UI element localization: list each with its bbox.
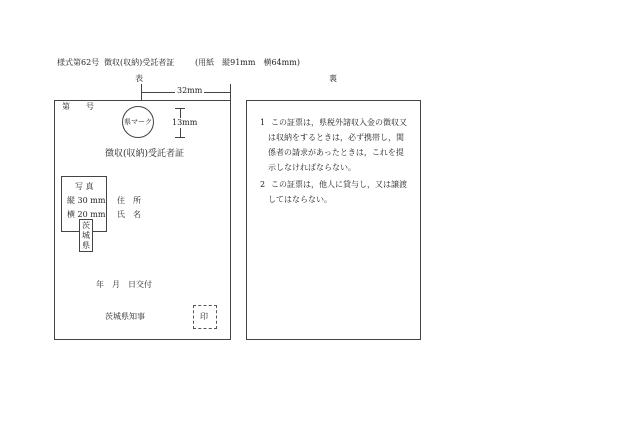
address-label: 住 所	[117, 196, 141, 205]
paper-size: (用紙 縦91mm 横64mm)	[195, 58, 300, 67]
issue-date: 年 月 日交付	[96, 280, 152, 289]
note-1-line-4: 示しなければならない。	[268, 163, 356, 172]
note-1-num: 1	[260, 118, 266, 127]
seal-char-2: 城	[82, 231, 90, 240]
note-2-num: 2	[260, 180, 266, 189]
note-2-line-2: してはならない。	[268, 195, 332, 204]
dimension-tick-right	[230, 84, 231, 100]
photo-height: 縦 30 mm	[67, 196, 106, 205]
official-seal: 印	[200, 312, 208, 321]
note-1-line-1: この証票は，県税外諸収入金の徴収又	[271, 118, 407, 127]
note-1-line-2: は収納をするときは，必ず携帯し，関	[268, 133, 404, 142]
card-title: 徴収(収納)受託者証	[105, 149, 185, 159]
seal-char-3: 県	[82, 241, 90, 250]
note-2-line-1: この証票は，他人に貸与し，又は譲渡	[271, 180, 407, 189]
form-number: 様式第62号	[57, 58, 100, 67]
emblem-dim-bottom	[175, 137, 185, 138]
photo-width: 横 20 mm	[67, 210, 106, 219]
name-label: 氏 名	[117, 210, 141, 219]
photo-title: 写 真	[75, 182, 94, 191]
back-label: 裏	[329, 74, 337, 83]
seal-char-1: 茨	[82, 221, 90, 230]
width-dimension-label: 32mm	[177, 86, 203, 95]
note-1-line-3: 係者の請求があったときは，これを提	[268, 148, 404, 157]
emblem-dim-label: 13mm	[172, 118, 198, 127]
emblem-label: 県マーク	[124, 118, 152, 126]
issuer: 茨城県知事	[105, 312, 145, 321]
form-title: 徴収(収納)受託者証	[104, 58, 175, 67]
front-label: 表	[135, 74, 143, 83]
number-label: 第 号	[62, 102, 94, 111]
